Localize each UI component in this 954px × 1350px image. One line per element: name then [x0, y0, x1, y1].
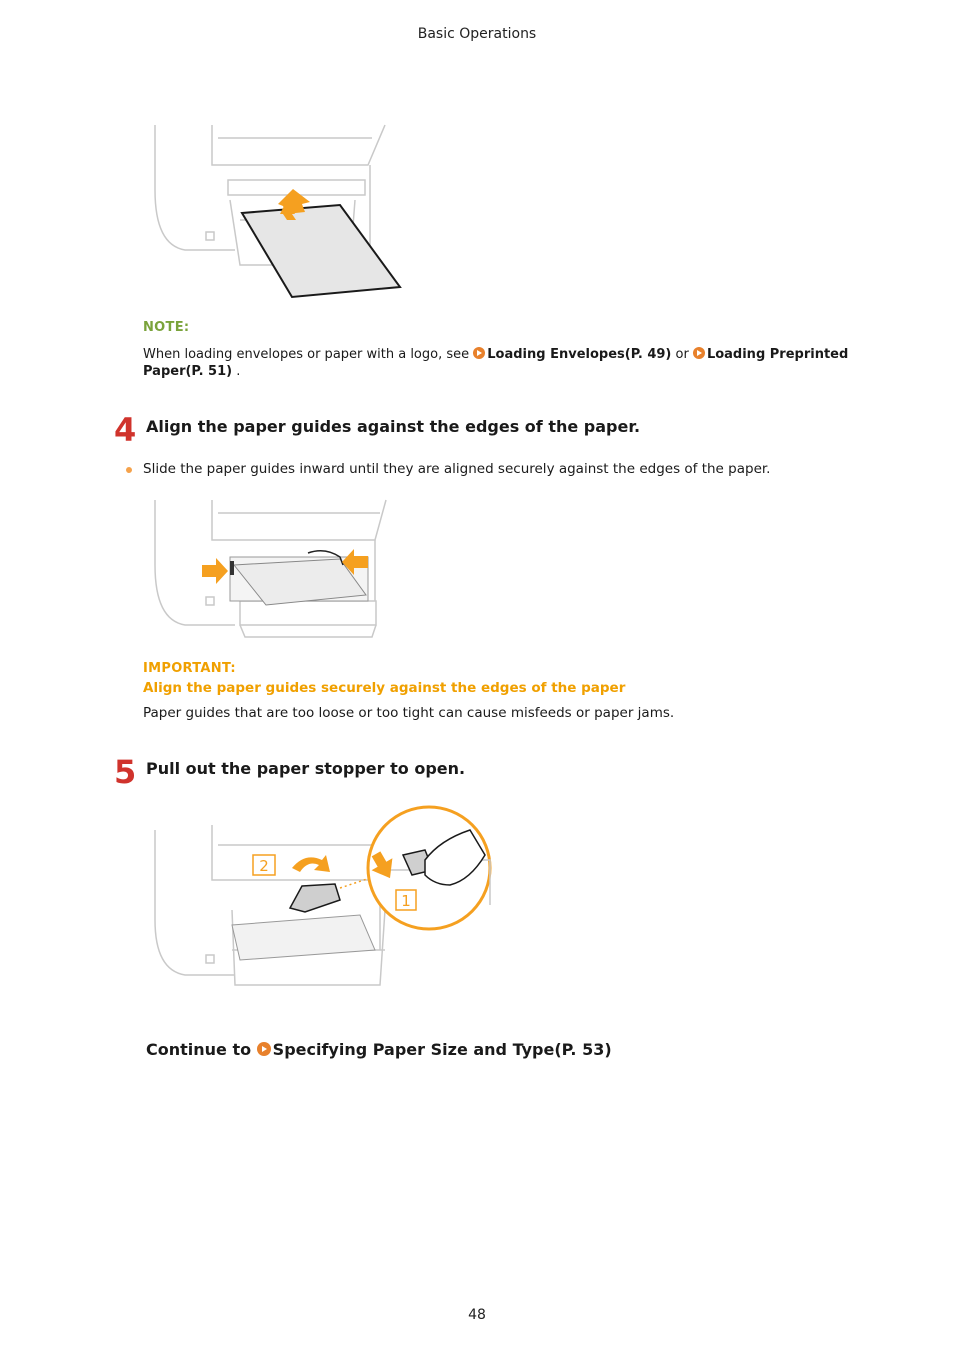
step-4-number: 4 — [114, 411, 137, 449]
note-text — [143, 346, 863, 380]
illustration-paper-guides — [140, 495, 400, 645]
arrow-right-icon — [202, 558, 228, 584]
paper-sheet — [242, 205, 400, 297]
link-arrow-icon — [473, 347, 485, 359]
callout-2-label: 2 — [259, 857, 269, 875]
loading-envelopes-link[interactable] — [473, 347, 671, 362]
important-label: IMPORTANT: — [143, 661, 236, 676]
link-arrow-icon — [257, 1042, 271, 1056]
page-header: Basic Operations — [417, 26, 537, 42]
note-text-between: or — [671, 347, 693, 362]
note-text-before: When loading envelopes or paper with a logo, see — [143, 347, 474, 362]
step-4-bullet: Slide the paper guides inward until they are aligned securely against the edges of the paper. — [143, 461, 771, 477]
important-heading: Align the paper guides securely against the edges of the paper — [143, 680, 626, 696]
step-5-number: 5 — [114, 753, 137, 791]
page-number: 48 — [468, 1307, 486, 1323]
note-text-after: . — [232, 364, 241, 379]
continue-prefix: Continue to — [146, 1040, 257, 1059]
important-text: Paper guides that are too loose or too tight can cause misfeeds or paper jams. — [143, 705, 675, 721]
bullet-icon — [126, 467, 132, 473]
specifying-paper-size-link[interactable] — [257, 1040, 612, 1059]
callout-1-label: 1 — [401, 892, 411, 910]
loading-envelopes-link-label: Loading Envelopes(P. 49) — [487, 347, 672, 362]
loading-preprinted-paper-link-label: Loading Preprinted Paper(P. 51) — [143, 347, 849, 379]
specifying-paper-size-link-label: Specifying Paper Size and Type(P. 53) — [272, 1040, 612, 1059]
step-5-title: Pull out the paper stopper to open. — [146, 759, 466, 778]
rotate-arrow-icon — [292, 855, 330, 872]
illustration-paper-stopper — [140, 800, 500, 1000]
continue-line — [146, 1040, 612, 1059]
step-4-title: Align the paper guides against the edges of the paper. — [146, 417, 641, 436]
illustration-insert-paper — [140, 120, 420, 305]
note-label: NOTE: — [143, 320, 190, 335]
link-arrow-icon — [693, 347, 705, 359]
